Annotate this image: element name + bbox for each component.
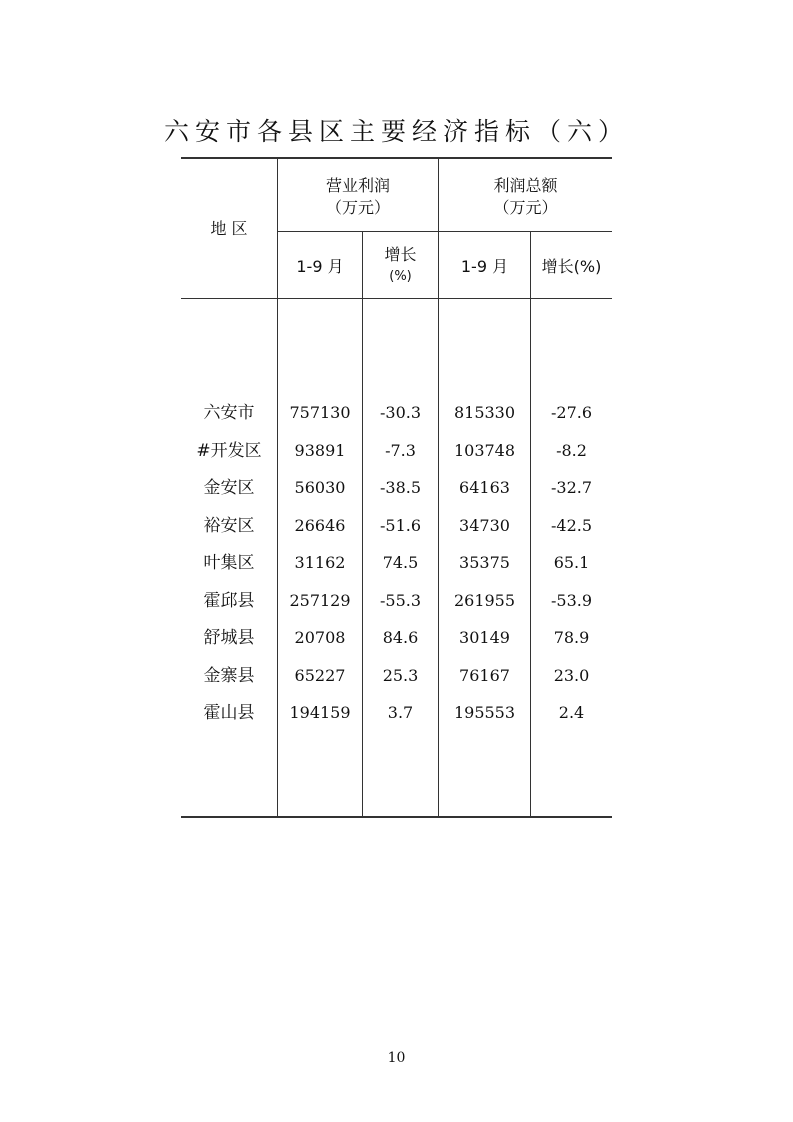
- group-header-total-profit: [439, 175, 612, 219]
- growth-label: 增长: [384, 245, 417, 264]
- op-profit-cell: 65227: [294, 665, 346, 685]
- group-name: 营业利润: [325, 176, 390, 195]
- table-bottom-rule: [181, 816, 612, 818]
- total-growth-cell: 23.0: [553, 665, 590, 685]
- group-name: 利润总额: [493, 176, 558, 195]
- region-cell: 金寨县: [203, 665, 255, 686]
- total-profit-cell: 261955: [453, 590, 516, 610]
- op-growth-cell: 25.3: [382, 665, 419, 685]
- op-growth-cell: -55.3: [379, 590, 422, 610]
- op-profit-cell: 31162: [294, 553, 346, 572]
- total-growth-cell: -42.5: [550, 515, 593, 535]
- op-profit-cell: 26646: [294, 515, 346, 535]
- op-growth-cell: 3.7: [387, 703, 414, 722]
- group-header-operating-profit: [278, 175, 438, 219]
- op-profit-cell: 20708: [294, 628, 346, 647]
- region-cell: #开发区: [196, 440, 262, 461]
- op-growth-cell: -51.6: [379, 515, 422, 535]
- region-cell: 霍邱县: [203, 590, 255, 611]
- total-growth-cell: -8.2: [556, 440, 587, 460]
- subheader-total-period: 1-9 月: [460, 257, 509, 276]
- region-header: 地 区: [210, 219, 248, 238]
- total-growth-cell: -27.6: [550, 403, 593, 422]
- page-title: 六安市各县区主要经济指标（六）: [163, 117, 629, 146]
- group-unit: （万元）: [325, 198, 390, 217]
- table-top-rule: [181, 157, 612, 159]
- region-cell: 舒城县: [203, 628, 255, 648]
- op-growth-cell: 84.6: [382, 628, 419, 647]
- header-mid-rule: [278, 231, 612, 232]
- region-cell: 六安市: [203, 403, 255, 423]
- total-profit-cell: 76167: [459, 665, 510, 685]
- total-growth-cell: -53.9: [550, 590, 593, 610]
- total-profit-cell: 103748: [453, 440, 516, 460]
- subheader-op-growth: [363, 244, 438, 288]
- op-profit-cell: 194159: [289, 703, 351, 722]
- region-cell: 叶集区: [203, 553, 255, 573]
- total-profit-cell: 35375: [459, 553, 510, 572]
- total-growth-cell: 78.9: [553, 628, 590, 647]
- total-growth-cell: -32.7: [550, 478, 593, 497]
- region-cell: 金安区: [203, 478, 255, 498]
- op-profit-cell: 257129: [289, 590, 351, 610]
- op-growth-cell: -30.3: [379, 403, 422, 422]
- subheader-op-period: 1-9 月: [296, 257, 344, 276]
- total-profit-cell: 34730: [459, 515, 510, 535]
- total-profit-cell: 64163: [459, 478, 510, 497]
- region-cell: 霍山县: [203, 703, 255, 723]
- op-profit-cell: 56030: [294, 478, 346, 497]
- percent-label: (%): [389, 269, 412, 284]
- group-unit: （万元）: [493, 198, 558, 217]
- total-growth-cell: 65.1: [553, 553, 590, 572]
- region-cell: 裕安区: [203, 515, 255, 536]
- total-profit-cell: 815330: [453, 403, 516, 422]
- total-growth-cell: 2.4: [558, 703, 585, 722]
- subheader-total-growth: 增长(%): [541, 257, 602, 276]
- header-bottom-rule: [181, 298, 612, 299]
- total-profit-cell: 195553: [453, 703, 516, 722]
- op-growth-cell: -7.3: [385, 440, 416, 460]
- op-profit-cell: 93891: [294, 440, 346, 460]
- total-profit-cell: 30149: [459, 628, 510, 647]
- op-profit-cell: 757130: [289, 403, 351, 422]
- op-growth-cell: -38.5: [379, 478, 422, 497]
- op-growth-cell: 74.5: [382, 553, 419, 572]
- page-number: 10: [387, 1050, 406, 1066]
